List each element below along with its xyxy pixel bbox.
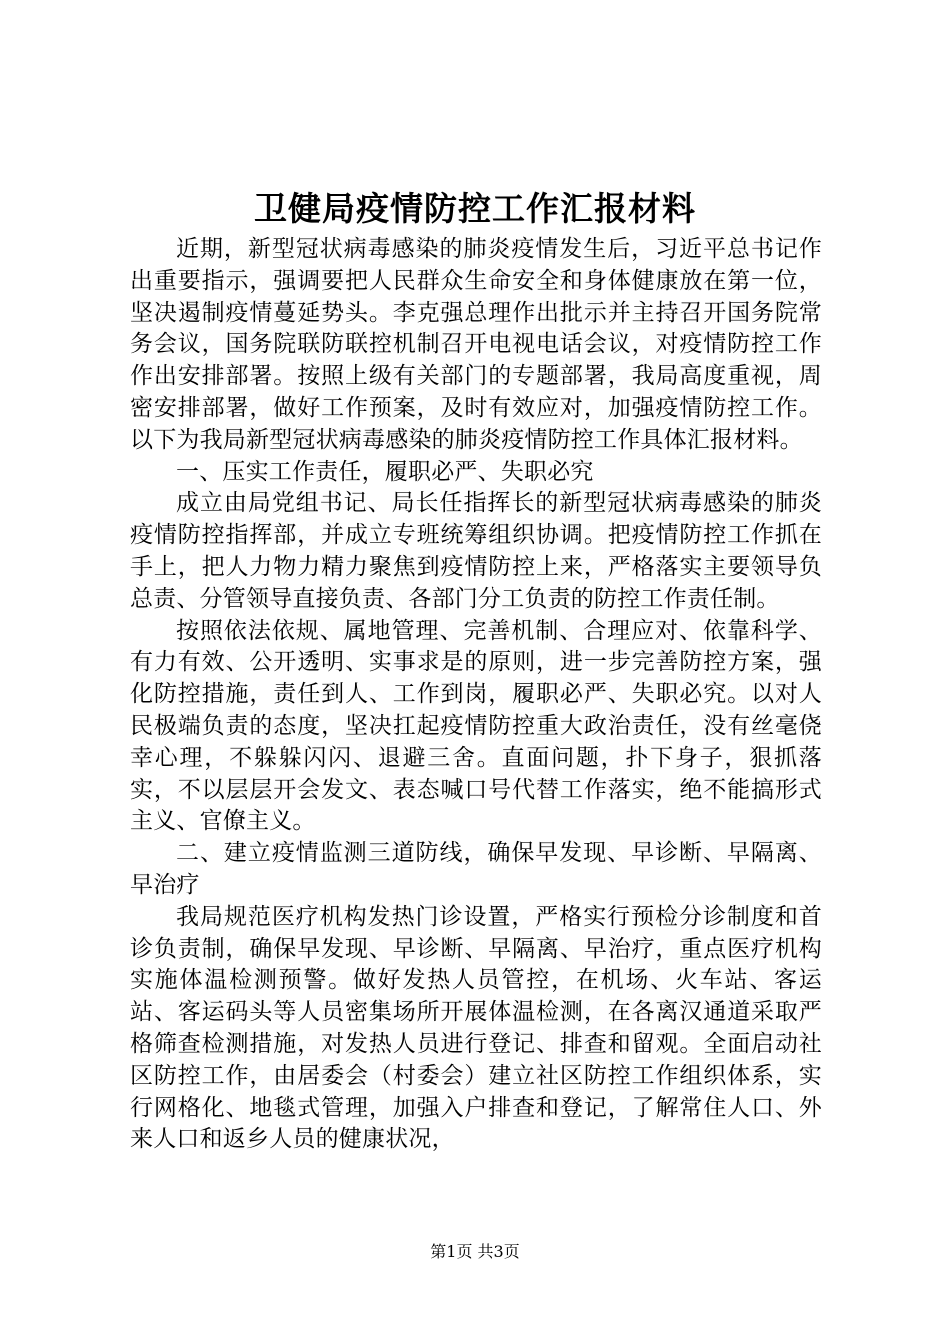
- paragraph: 成立由局党组书记、局长任指挥长的新型冠状病毒感染的肺炎疫情防控指挥部，并成立专班统筹组织协调。把疫情防控工作抓在手上，把人力物力精力聚焦到疫情防控上来，严格落实主要领导负总责、分管领导直接负责、各部门分工负责的防控工作责任制。: [130, 490, 822, 612]
- document-body: [130, 234, 822, 1156]
- paragraph-intro: 近期，新型冠状病毒感染的肺炎疫情发生后，习近平总书记作出重要指示，强调要把人民群众生命安全和身体健康放在第一位，坚决遏制疫情蔓延势头。李克强总理作出批示并主持召开国务院常务会议，国务院联防联控机制召开电视电话会议，对疫情防控工作作出安排部署。按照上级有关部门的专题部署，我局高度重视，周密安排部署，做好工作预案，及时有效应对，加强疫情防控工作。以下为我局新型冠状病毒感染的肺炎疫情防控工作具体汇报材料。: [130, 236, 822, 453]
- paragraph: 我局规范医疗机构发热门诊设置，严格实行预检分诊制度和首诊负责制，确保早发现、早诊断、早隔离、早治疗，重点医疗机构实施体温检测预警。做好发热人员管控，在机场、火车站、客运站、客运码头等人员密集场所开展体温检测，在各离汉通道采取严格筛查检测措施，对发热人员进行登记、排查和留观。全面启动社区防控工作，由居委会（村委会）建立社区防控工作组织体系，实行网格化、地毯式管理，加强入户排查和登记，了解常住人口、外来人口和返乡人员的健康状况，: [130, 903, 822, 1153]
- section-heading-2: 二、建立疫情监测三道防线，确保早发现、早诊断、早隔离、早治疗: [130, 840, 822, 898]
- page-total: 共3页: [477, 1242, 520, 1261]
- page-footer: [0, 1240, 950, 1264]
- paragraph: 按照依法依规、属地管理、完善机制、合理应对、依靠科学、有力有效、公开透明、实事求是的原则，进一步完善防控方案，强化防控措施，责任到人、工作到岗，履职必严、失职必究。以对人民极端负责的态度，坚决扛起疫情防控重大政治责任，没有丝毫侥幸心理，不躲躲闪闪、退避三舍。直面问题，扑下身子，狠抓落实，不以层层开会发文、表态喊口号代替工作落实，绝不能搞形式主义、官僚主义。: [130, 617, 822, 835]
- page-number: 第1页: [430, 1242, 473, 1261]
- section-heading-1: 一、压实工作责任，履职必严、失职必究: [176, 458, 594, 485]
- document-title: 卫健局疫情防控工作汇报材料: [254, 189, 696, 228]
